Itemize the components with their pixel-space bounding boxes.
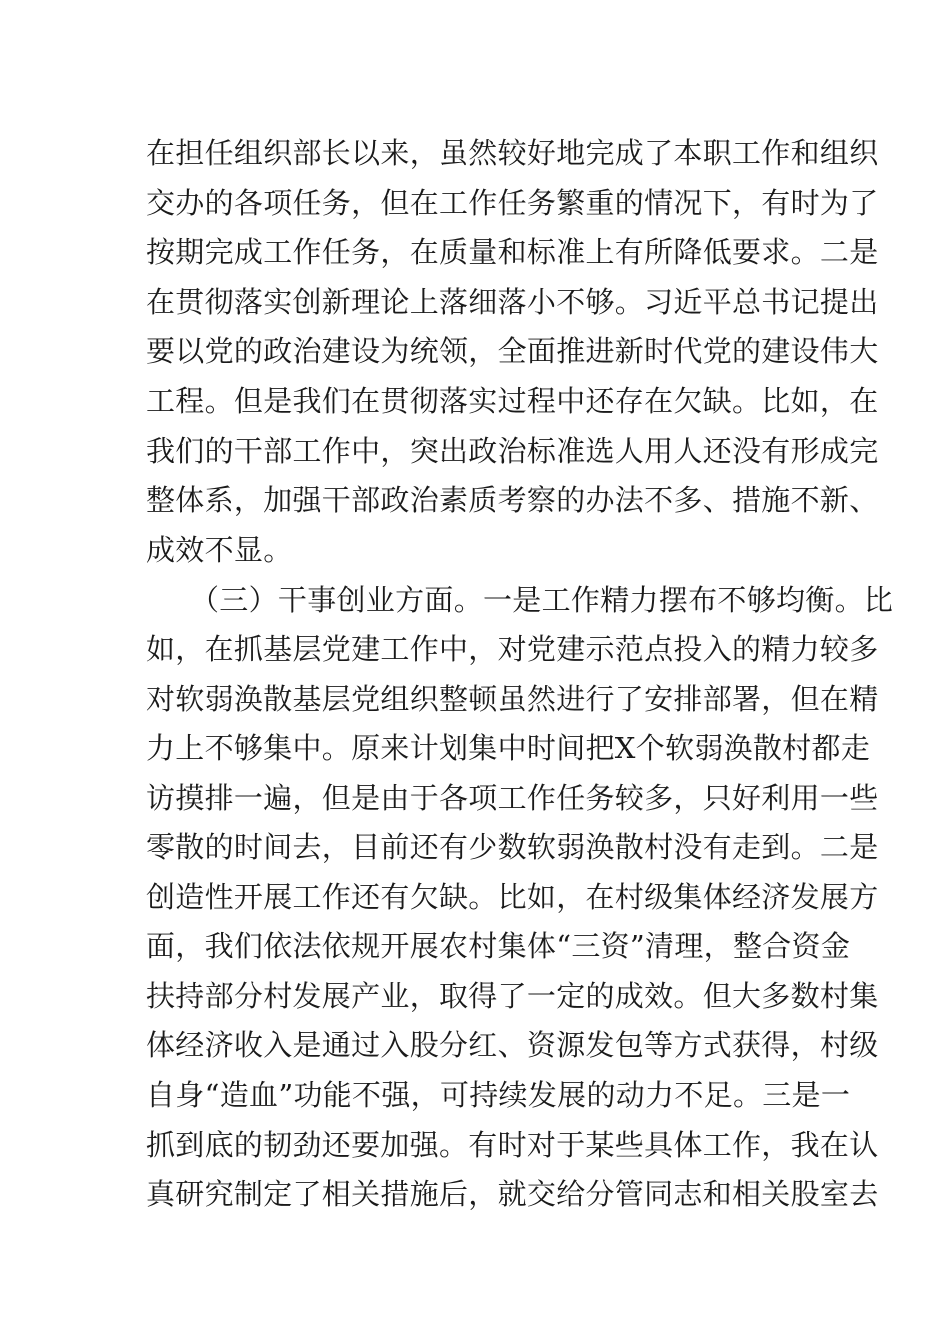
text-line: 对软弱涣散基层党组织整顿虽然进行了安排部署，但在精 xyxy=(146,682,879,716)
text-line: 零散的时间去，目前还有少数软弱涣散村没有走到。二是 xyxy=(146,830,879,864)
text-line: 在贯彻落实创新理论上落细落小不够。习近平总书记提出 xyxy=(146,285,879,319)
text-line: 如，在抓基层党建工作中，对党建示范点投入的精力较多 xyxy=(146,632,879,666)
text-line: 抓到底的韧劲还要加强。有时对于某些具体工作，我在认 xyxy=(146,1128,879,1162)
text-line: 体经济收入是通过入股分红、资源发包等方式获得，村级 xyxy=(146,1028,879,1062)
text-line: 按期完成工作任务，在质量和标准上有所降低要求。二是 xyxy=(146,235,879,269)
text-line: 访摸排一遍，但是由于各项工作任务较多，只好利用一些 xyxy=(146,781,879,815)
text-line: 面，我们依法依规开展农村集体“三资”清理，整合资金 xyxy=(146,929,851,963)
text-line: 真研究制定了相关措施后，就交给分管同志和相关股室去 xyxy=(146,1177,879,1211)
text-line: 创造性开展工作还有欠缺。比如，在村级集体经济发展方 xyxy=(146,880,879,914)
text-line: 在担任组织部长以来，虽然较好地完成了本职工作和组织 xyxy=(146,136,879,170)
section-heading-line: （三）干事创业方面。一是工作精力摆布不够均衡。比 xyxy=(190,583,894,617)
text-line: 自身“造血”功能不强，可持续发展的动力不足。三是一 xyxy=(146,1078,851,1112)
text-line: 交办的各项任务，但在工作任务繁重的情况下，有时为了 xyxy=(146,186,879,220)
text-line: 工程。但是我们在贯彻落实过程中还存在欠缺。比如，在 xyxy=(146,384,879,418)
text-line: 成效不显。 xyxy=(146,533,293,567)
text-line: 我们的干部工作中，突出政治标准选人用人还没有形成完 xyxy=(146,434,879,468)
text-line: 力上不够集中。原来计划集中时间把X个软弱涣散村都走 xyxy=(146,731,871,765)
text-line: 要以党的政治建设为统领，全面推进新时代党的建设伟大 xyxy=(146,334,879,368)
text-line: 扶持部分村发展产业，取得了一定的成效。但大多数村集 xyxy=(146,979,879,1013)
text-line: 整体系，加强干部政治素质考察的办法不多、措施不新、 xyxy=(146,483,879,517)
